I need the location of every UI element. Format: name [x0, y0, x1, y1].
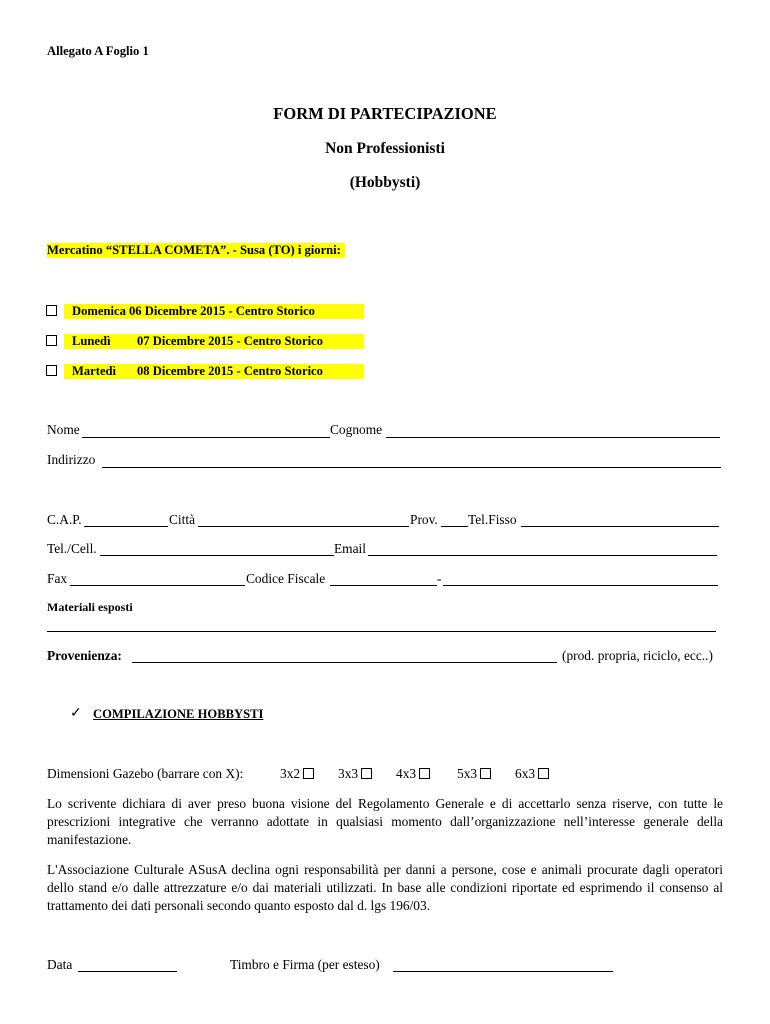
cognome-field[interactable] — [386, 437, 720, 438]
provenienza-field[interactable] — [132, 662, 557, 663]
gazebo-option-6x3[interactable]: 6x3 — [515, 766, 549, 782]
telfisso-field[interactable] — [521, 526, 719, 527]
indirizzo-field[interactable] — [102, 467, 721, 468]
gazebo-checkbox[interactable] — [419, 768, 430, 779]
codfisc-label: Codice Fiscale — [246, 571, 326, 586]
provenienza-note: (prod. propria, riciclo, ecc..) — [562, 648, 713, 663]
email-field[interactable] — [368, 555, 717, 556]
email-label: Email — [334, 541, 366, 556]
firma-field[interactable] — [393, 971, 613, 972]
date-checkbox[interactable] — [46, 335, 57, 346]
prov-field[interactable] — [441, 526, 468, 527]
date-label: Lunedì 07 Dicembre 2015 - Centro Storico — [64, 334, 364, 349]
indirizzo-label: Indirizzo — [47, 452, 96, 467]
data-field[interactable] — [78, 971, 177, 972]
telfisso-label: Tel.Fisso — [468, 512, 517, 527]
cognome-label: Cognome — [330, 422, 383, 437]
fax-label: Fax — [47, 571, 68, 586]
date-checkbox[interactable] — [46, 305, 57, 316]
gazebo-label: Dimensioni Gazebo (barrare con X): — [47, 766, 244, 781]
telcell-label: Tel./Cell. — [47, 541, 97, 556]
declaration-paragraph: Lo scrivente dichiara di aver preso buona visione del Regolamento Generale e di accettarlo senza riserve, con tutte le prescrizioni integrative che verranno adottate in qualsiasi momento dall’organizzazione nell’interesse generale della manifestazione. — [47, 796, 723, 847]
gazebo-checkbox[interactable] — [538, 768, 549, 779]
cap-label: C.A.P. — [47, 512, 82, 527]
date-option-2[interactable] — [46, 332, 364, 350]
form-subtitle-2: (Hobbysti) — [349, 174, 421, 191]
form-title: FORM DI PARTECIPAZIONE — [273, 104, 497, 123]
cap-field[interactable] — [84, 526, 168, 527]
date-label: Martedì 08 Dicembre 2015 - Centro Storico — [64, 364, 364, 379]
gazebo-option-3x3[interactable]: 3x3 — [338, 766, 372, 782]
provenienza-label: Provenienza: — [47, 648, 122, 663]
codfisc-field[interactable] — [330, 585, 437, 586]
fax-field[interactable] — [70, 585, 245, 586]
materiali-field[interactable] — [47, 631, 716, 632]
form-subtitle: Non Professionisti — [325, 140, 445, 157]
gazebo-option-5x3[interactable]: 5x3 — [457, 766, 491, 782]
prov-label: Prov. — [410, 512, 438, 527]
date-option-1[interactable] — [46, 302, 364, 320]
liability-paragraph: L'Associazione Culturale ASusA declina ogni responsabilità per danni a persone, cose e animali procurate dagli operatori dello stand e/o dalle attrezzature e/o dai materiali utilizzati. In base alle condizioni riportate ed esprimendo il consenso al trattamento dei dati personali secondo quanto esposto dal d. lgs 196/03. — [47, 862, 723, 913]
annex-label: Allegato A Foglio 1 — [47, 44, 149, 58]
telcell-field[interactable] — [100, 555, 334, 556]
gazebo-option-4x3[interactable]: 4x3 — [396, 766, 430, 782]
codfisc-separator: - — [437, 571, 442, 586]
data-label: Data — [47, 957, 73, 972]
citta-field[interactable] — [198, 526, 409, 527]
gazebo-checkbox[interactable] — [480, 768, 491, 779]
nome-field[interactable] — [82, 437, 330, 438]
gazebo-option-3x2[interactable]: 3x2 — [280, 766, 314, 782]
codfisc-field-2[interactable] — [443, 585, 718, 586]
date-checkbox[interactable] — [46, 365, 57, 376]
gazebo-checkbox[interactable] — [303, 768, 314, 779]
section-title: COMPILAZIONE HOBBYSTI — [93, 707, 264, 721]
firma-label: Timbro e Firma (per esteso) — [230, 957, 380, 972]
checkmark-icon: ✓ — [70, 706, 82, 721]
event-line: Mercatino “STELLA COMETA”. - Susa (TO) i giorni: — [47, 243, 345, 258]
nome-label: Nome — [47, 422, 80, 437]
materiali-label: Materiali esposti — [47, 600, 133, 614]
date-label: Domenica 06 Dicembre 2015 - Centro Storico — [64, 304, 364, 319]
gazebo-checkbox[interactable] — [361, 768, 372, 779]
citta-label: Città — [169, 512, 196, 527]
date-option-3[interactable] — [46, 362, 364, 380]
